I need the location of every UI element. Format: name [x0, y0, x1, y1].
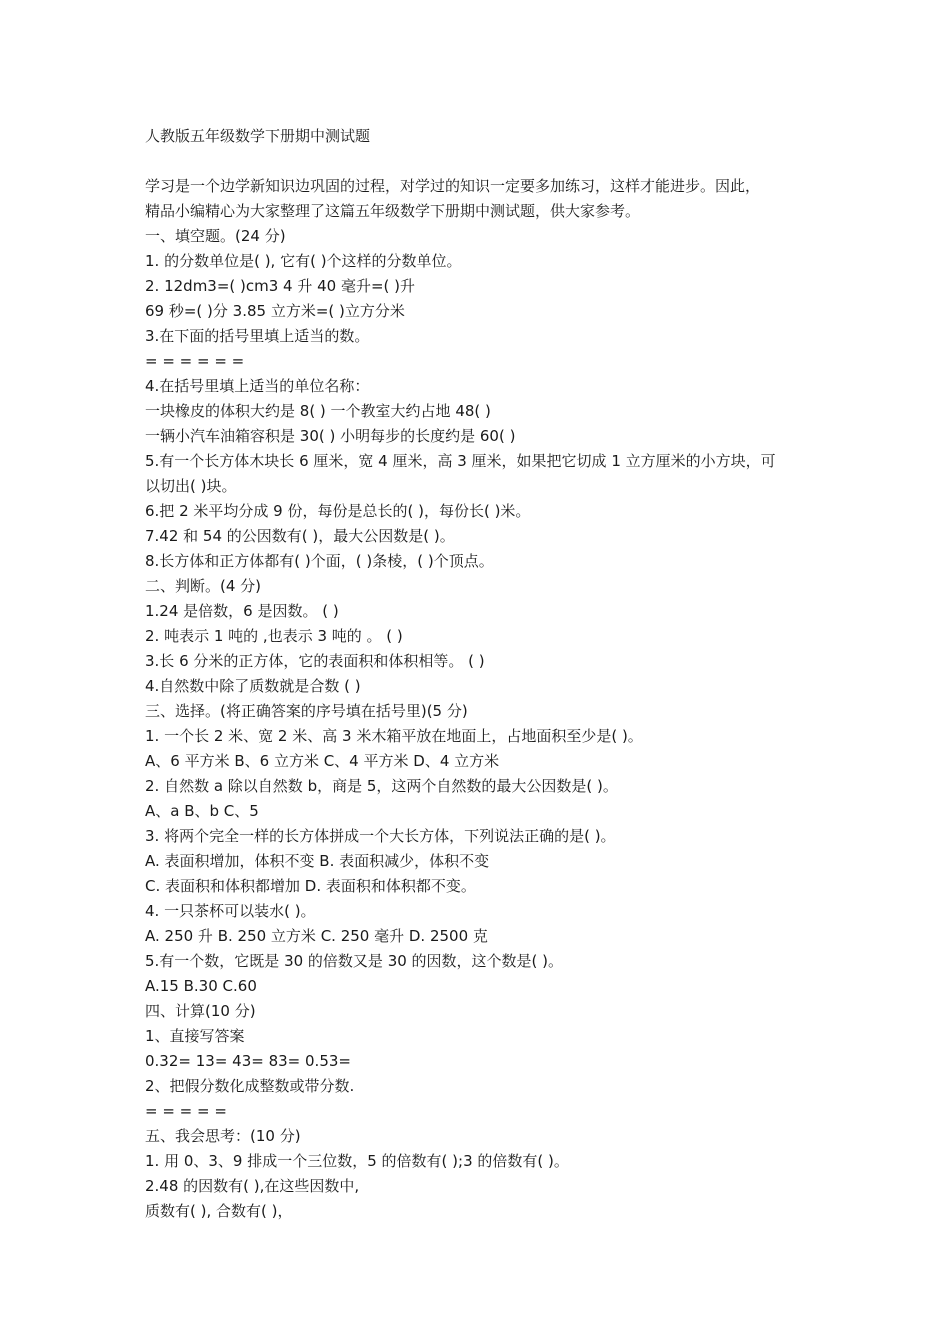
text-line: 精品小编精心为大家整理了这篇五年级数学下册期中测试题，供大家参考。 [145, 202, 641, 220]
question-line: 2. 12dm3=( )cm3 4 升 40 毫升=( )升 [145, 277, 416, 295]
question-line: 5.有一个长方体木块长 6 厘米，宽 4 厘米，高 3 厘米，如果把它切成 1 立方厘米的小方块，可 [145, 452, 776, 470]
question-line: 1. 的分数单位是( ), 它有( )个这样的分数单位。 [145, 252, 462, 270]
question-line: 3.在下面的括号里填上适当的数。 [145, 327, 370, 345]
answer-options: C. 表面积和体积都增加 D. 表面积和体积都不变。 [145, 877, 476, 895]
question-line: 2. 自然数 a 除以自然数 b，商是 5，这两个自然数的最大公因数是( )。 [145, 777, 618, 795]
section-heading: 三、选择。(将正确答案的序号填在括号里)(5 分) [145, 702, 468, 720]
question-line: 5.有一个数，它既是 30 的倍数又是 30 的因数，这个数是( )。 [145, 952, 564, 970]
question-line: 4. 一只茶杯可以装水( )。 [145, 902, 316, 920]
question-line: 2. 吨表示 1 吨的 ,也表示 3 吨的 。 ( ) [145, 627, 403, 645]
question-line: 3.长 6 分米的正方体，它的表面积和体积相等。 ( ) [145, 652, 485, 670]
section-heading: 二、判断。(4 分) [145, 577, 262, 595]
answer-options: A、6 平方米 B、6 立方米 C、4 平方米 D、4 立方米 [145, 752, 500, 770]
question-line: 3. 将两个完全一样的长方体拼成一个大长方体，下列说法正确的是( )。 [145, 827, 616, 845]
question-line: 69 秒=( )分 3.85 立方米=( )立方分米 [145, 302, 405, 320]
answer-options: A. 表面积增加，体积不变 B. 表面积减少，体积不变 [145, 852, 490, 870]
question-line: 一辆小汽车油箱容积是 30( ) 小明每步的长度约是 60( ) [145, 427, 516, 445]
question-line: 6.把 2 米平均分成 9 份，每份是总长的( )，每份长( )米。 [145, 502, 531, 520]
question-line: 质数有( ), 合数有( )， [145, 1202, 293, 1220]
question-line: 一块橡皮的体积大约是 8( ) 一个教室大约占地 48( ) [145, 402, 491, 420]
question-line: 1、直接写答案 [145, 1027, 245, 1045]
question-line: 0.32= 13= 43= 83= 0.53= [145, 1052, 351, 1070]
question-line: 7.42 和 54 的公因数有( )，最大公因数是( )。 [145, 527, 455, 545]
answer-options: A、a B、b C、5 [145, 802, 259, 820]
question-line: = = = = = [145, 1102, 227, 1120]
answer-options: A.15 B.30 C.60 [145, 977, 257, 995]
question-line: 1. 用 0、3、9 排成一个三位数，5 的倍数有( );3 的倍数有( )。 [145, 1152, 569, 1170]
section-heading: 四、计算(10 分) [145, 1002, 256, 1020]
question-line: 4.自然数中除了质数就是合数 ( ) [145, 677, 361, 695]
question-line: 8.长方体和正方体都有( )个面，( )条棱，( )个顶点。 [145, 552, 494, 570]
document-title: 人教版五年级数学下册期中测试题 [145, 127, 371, 145]
question-line: 4.在括号里填上适当的单位名称： [145, 377, 370, 395]
question-line: 以切出( )块。 [145, 477, 237, 495]
question-line: 1.24 是倍数，6 是因数。 ( ) [145, 602, 339, 620]
question-line: 1. 一个长 2 米、宽 2 米、高 3 米木箱平放在地面上，占地面积至少是( )。 [145, 727, 643, 745]
section-heading: 五、我会思考：(10 分) [145, 1127, 301, 1145]
answer-options: A. 250 升 B. 250 立方米 C. 250 毫升 D. 2500 克 [145, 927, 488, 945]
document-body [145, 174, 815, 1224]
section-heading: 一、填空题。(24 分) [145, 227, 286, 245]
question-line: 2.48 的因数有( ),在这些因数中, [145, 1177, 360, 1195]
question-line: = = = = = = [145, 352, 245, 370]
question-line: 2、把假分数化成整数或带分数. [145, 1077, 355, 1095]
text-line: 学习是一个边学新知识边巩固的过程，对学过的知识一定要多加练习，这样才能进步。因此， [145, 177, 761, 195]
